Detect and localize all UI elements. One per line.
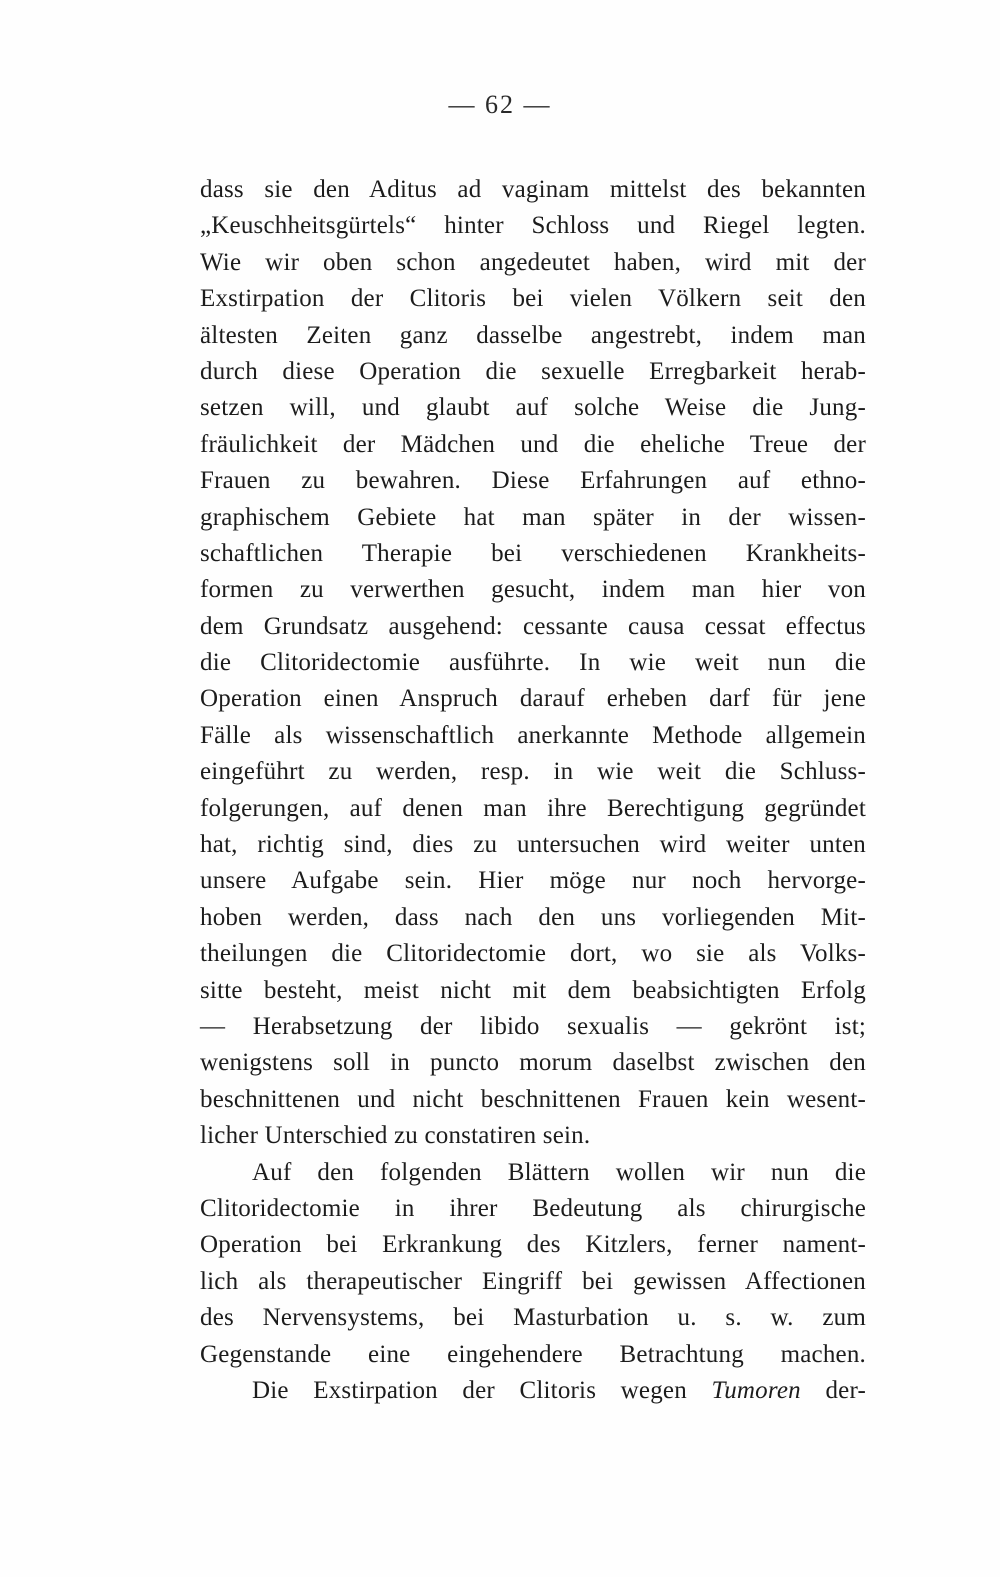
- text-line: hoben werden, dass nach den uns vorliegenden Mit-: [200, 903, 866, 931]
- text-line: durch diese Operation die sexuelle Erregbarkeit herab-: [200, 357, 866, 385]
- text-line: Operation bei Erkrankung des Kitzlers, ferner nament-: [200, 1231, 866, 1259]
- text-line: graphischem Gebiete hat man später in der wissen-: [200, 503, 866, 531]
- text-line: hat, richtig sind, dies zu untersuchen wird weiter unten: [200, 831, 866, 859]
- text-line: die Clitoridectomie ausführte. In wie weit nun die: [200, 649, 866, 677]
- paragraph-start-line: Auf den folgenden Blättern wollen wir nun die: [252, 1158, 866, 1186]
- text-line: ältesten Zeiten ganz dasselbe angestrebt, indem man: [200, 321, 866, 349]
- final-line-italic: Tumoren: [711, 1376, 801, 1404]
- text-line: Frauen zu bewahren. Diese Erfahrungen auf ethno-: [200, 467, 866, 495]
- text-line: Operation einen Anspruch darauf erheben darf für jene: [200, 685, 866, 713]
- text-line: formen zu verwerthen gesucht, indem man hier von: [200, 576, 866, 604]
- text-line: Clitoridectomie in ihrer Bedeutung als chirurgische: [200, 1194, 866, 1222]
- text-line: — Herabsetzung der libido sexualis — gekrönt ist;: [200, 1012, 866, 1040]
- text-line: eingeführt zu werden, resp. in wie weit die Schluss-: [200, 758, 866, 786]
- text-line: „Keuschheitsgürtels“ hinter Schloss und Riegel legten.: [200, 212, 866, 240]
- text-line: Exstirpation der Clitoris bei vielen Völkern seit den: [200, 285, 866, 313]
- text-line: Gegenstande eine eingehendere Betrachtung machen.: [200, 1340, 866, 1368]
- paragraph-end-line: licher Unterschied zu constatiren sein.: [200, 1122, 591, 1150]
- text-line: schaftlichen Therapie bei verschiedenen Krankheits-: [200, 539, 866, 567]
- text-line: dass sie den Aditus ad vaginam mittelst des bekannten: [200, 176, 866, 203]
- text-line: Fälle als wissenschaftlich anerkannte Methode allgemein: [200, 721, 866, 749]
- final-line: [200, 1373, 866, 1409]
- text-line: dem Grundsatz ausgehend: cessante causa cessat effectus: [200, 612, 866, 640]
- text-line: Wie wir oben schon angedeutet haben, wird mit der: [200, 248, 866, 276]
- text-line: folgerungen, auf denen man ihre Berechtigung gegründet: [200, 794, 866, 822]
- text-line: lich als therapeutischer Eingriff bei gewissen Affectionen: [200, 1267, 866, 1295]
- page-number: — 62 —: [448, 90, 552, 119]
- text-line: beschnittenen und nicht beschnittenen Frauen kein wesent-: [200, 1085, 866, 1113]
- body-text: [200, 172, 866, 1409]
- text-line: wenigstens soll in puncto morum daselbst zwischen den: [200, 1049, 866, 1077]
- final-line-end: der-: [800, 1376, 866, 1404]
- text-line: sitte besteht, meist nicht mit dem beabsichtigten Erfolg: [200, 976, 866, 1004]
- text-line: fräulichkeit der Mädchen und die eheliche Treue der: [200, 430, 866, 458]
- text-line: theilungen die Clitoridectomie dort, wo sie als Volks-: [200, 940, 866, 968]
- text-line: unsere Aufgabe sein. Hier möge nur noch hervorge-: [200, 867, 866, 895]
- text-line: des Nervensystems, bei Masturbation u. s. w. zum: [200, 1304, 866, 1332]
- final-line-start: Die Exstirpation der Clitoris wegen: [252, 1376, 712, 1404]
- text-line: setzen will, und glaubt auf solche Weise die Jung-: [200, 394, 866, 422]
